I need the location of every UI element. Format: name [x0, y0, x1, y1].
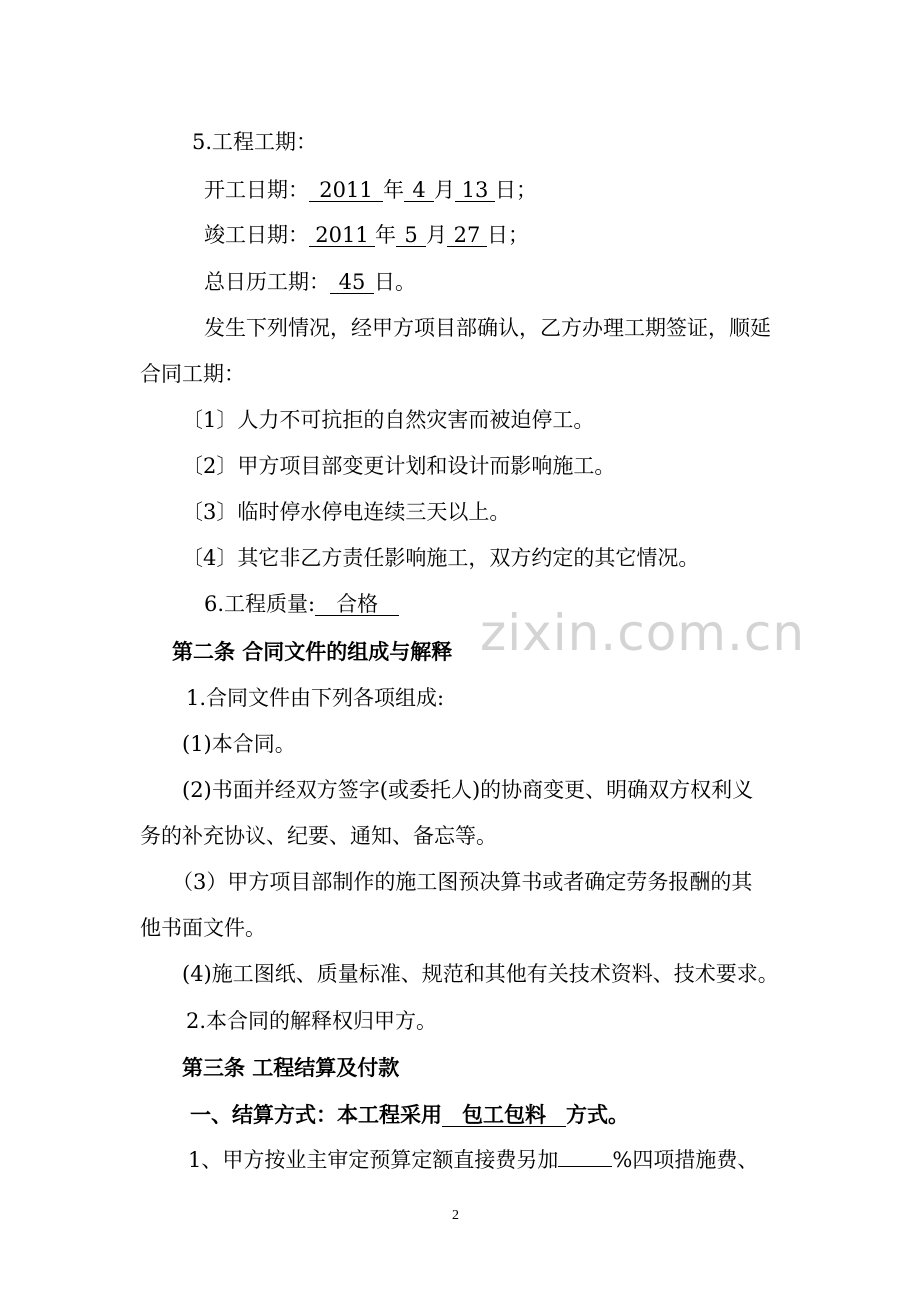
- total-days-line: [204, 268, 416, 296]
- article2-item-1: (1)本合同。: [182, 732, 296, 756]
- start-day-value: 13: [455, 179, 495, 202]
- extension-item-1: 〔1〕人力不可抗拒的自然灾害而被迫停工。: [182, 408, 595, 432]
- start-day-suffix: 日；: [495, 178, 537, 202]
- settlement-value: 包工包料: [442, 1104, 566, 1127]
- page-number: 2: [452, 1208, 459, 1223]
- start-date-line: [204, 176, 537, 204]
- article2-item-2-line2: 务的补充协议、纪要、通知、备忘等。: [140, 824, 497, 848]
- end-day-suffix: 日；: [487, 223, 529, 247]
- start-year-suffix: 年: [383, 178, 404, 202]
- settlement-suffix: 方式。: [566, 1103, 629, 1127]
- start-month-suffix: 月: [434, 178, 455, 202]
- article2-item-3-line2: 他书面文件。: [140, 916, 266, 940]
- extension-item-2: 〔2〕甲方项目部变更计划和设计而影响施工。: [182, 454, 616, 478]
- settlement-prefix: 一、结算方式：本工程采用: [190, 1103, 442, 1127]
- start-year-value: 2011: [309, 179, 383, 202]
- article3-title: 第三条 工程结算及付款: [182, 1056, 400, 1080]
- start-month-value: 4: [404, 179, 434, 202]
- total-days-label: 总日历工期：: [204, 270, 330, 294]
- extension-paragraph-line1: 发生下列情况，经甲方项目部确认，乙方办理工期签证，顺延: [204, 316, 771, 340]
- start-date-label: 开工日期：: [204, 178, 309, 202]
- settlement-method-line: [190, 1101, 629, 1129]
- quality-value: 合格: [315, 593, 399, 616]
- total-days-value: 45: [330, 271, 374, 294]
- article2-title: 第二条 合同文件的组成与解释: [172, 640, 453, 664]
- article2-point-2: 2.本合同的解释权归甲方。: [186, 1009, 438, 1033]
- settlement-item-1-prefix: 1、甲方按业主审定预算定额直接费另加: [188, 1148, 559, 1172]
- extension-item-3: 〔3〕临时停水停电连续三天以上。: [182, 500, 511, 524]
- end-month-value: 5: [396, 224, 426, 247]
- end-date-label: 竣工日期：: [204, 223, 309, 247]
- article2-item-2-line1: (2)书面并经双方签字(或委托人)的协商变更、明确双方权利义: [182, 778, 754, 802]
- end-year-suffix: 年: [375, 223, 396, 247]
- quality-label: 6.工程质量:: [204, 592, 316, 616]
- quality-line: [204, 590, 399, 618]
- article2-intro: 1.合同文件由下列各项组成:: [186, 686, 445, 710]
- end-month-suffix: 月: [426, 223, 447, 247]
- section5-heading: 5.工程工期：: [192, 130, 318, 154]
- extension-item-4: 〔4〕其它非乙方责任影响施工，双方约定的其它情况。: [182, 546, 700, 570]
- end-day-value: 27: [447, 224, 487, 247]
- extension-paragraph-line2: 合同工期：: [140, 362, 245, 386]
- total-days-suffix: 日。: [374, 270, 416, 294]
- end-date-line: [204, 221, 529, 249]
- end-year-value: 2011: [309, 224, 375, 247]
- settlement-item-1: [188, 1146, 758, 1174]
- article2-item-3-line1: （3）甲方项目部制作的施工图预决算书或者确定劳务报酬的其: [172, 870, 753, 894]
- watermark: zixin.com.cn: [480, 604, 806, 662]
- settlement-item-1-blank: [558, 1166, 612, 1167]
- article2-item-4: (4)施工图纸、质量标准、规范和其他有关技术资料、技术要求。: [182, 962, 779, 986]
- settlement-item-1-suffix: %四项措施费、: [612, 1148, 759, 1172]
